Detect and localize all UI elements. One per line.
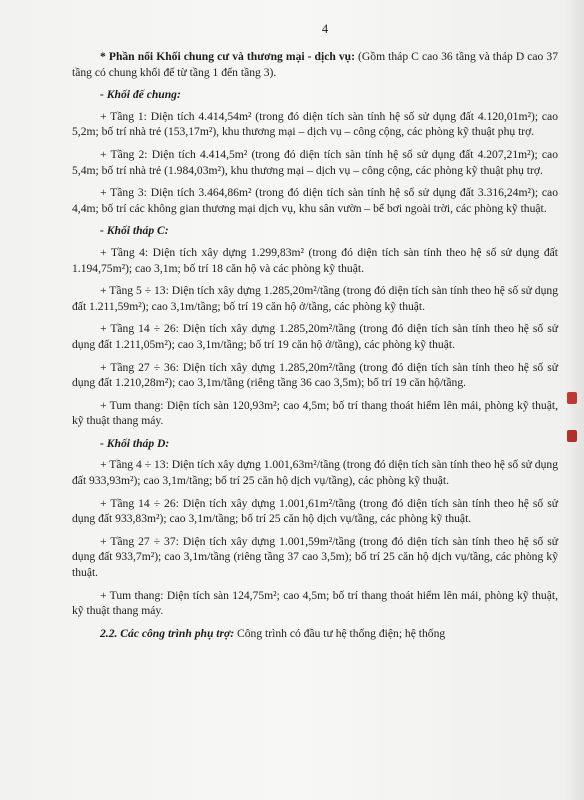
base-floor-3: + Tầng 3: Diện tích 3.464,86m² (trong đó diện tích sàn tính hệ số sử dụng đất 3.316,24m²); cao 4,4m; bố trí các không gian thương mại dịch vụ, khu sân vườn – bể bơi ngoài trời, các phòng kỹ thuật.: [72, 186, 558, 215]
base-floor-1: + Tầng 1: Diện tích 4.414,54m² (trong đó diện tích sàn tính hệ số sử dụng đất 4.120,01m²); cao 5,2m; bố trí nhà trẻ (153,17m²), khu thương mại – dịch vụ – công cộng, các phòng kỹ thuật phụ trợ.: [72, 109, 558, 139]
tower-c-floors-27-36: + Tầng 27 ÷ 36: Diện tích xây dựng 1.285,20m²/tầng (trong đó diện tích sàn tính theo hệ số sử dụng đất 1.210,28m²); cao 3,1m/tầng (riêng tầng 36 cao 3,5m); bố trí 19 căn hộ/tầng.: [72, 360, 558, 390]
page-edge-shadow: [566, 0, 584, 800]
section-heading-tower-c: - Khối tháp C:: [100, 224, 169, 238]
intro-lead: * Phần nổi Khối chung cư và thương mại - dịch vụ:: [100, 50, 355, 63]
section-heading-tower-d: - Khối tháp D:: [100, 436, 170, 450]
tower-c-floors-14-26: + Tầng 14 ÷ 26: Diện tích xây dựng 1.285,20m²/tầng (trong đó diện tích sàn tính theo hệ số sử dụng đất 1.211,05m²); cao 3,1m/tầng; bố trí 19 căn hộ ở/tầng), các phòng kỹ thuật.: [72, 322, 558, 351]
section-2-2-rest: Công trình có đầu tư hệ thống điện; hệ thống: [234, 626, 446, 640]
tower-d-roof: + Tum thang: Diện tích sàn 124,75m²; cao 4,5m; bố trí thang thoát hiểm lên mái, phòng kỹ thuật, kỹ thuật thang máy.: [72, 588, 558, 618]
base-floor-2: + Tầng 2: Diện tích 4.414,5m² (trong đó diện tích sàn tính hệ số sử dụng đất 4.207,21m²); cao 5,4m; bố trí nhà trẻ (1.984,03m²), khu thương mại – dịch vụ – công cộng, các phòng kỹ thuật phụ trợ.: [72, 147, 558, 177]
tower-d-floors-14-26: + Tầng 14 ÷ 26: Diện tích xây dựng 1.001,61m²/tầng (trong đó diện tích sàn tính theo hệ số sử dụng đất 933,83m²); cao 3,1m/tầng; bố trí 25 căn hộ dịch vụ/tầng, các phòng kỹ thuật.: [72, 496, 558, 526]
section-2-2-lead: 2.2. Các công trình phụ trợ:: [100, 626, 235, 640]
tower-c-floor-4: + Tầng 4: Diện tích xây dựng 1.299,83m² (trong đó diện tích sàn tính theo hệ số sử dụng đất 1.194,75m²); cao 3,1m; bố trí 18 căn hộ và các phòng kỹ thuật.: [72, 245, 558, 275]
intro-paragraph: [72, 49, 558, 80]
section-2-2-paragraph: [72, 626, 558, 642]
tower-c-floors-5-13: + Tầng 5 ÷ 13: Diện tích xây dựng 1.285,20m²/tầng (trong đó diện tích sàn tính theo hệ số sử dụng đất 1.211,59m²); cao 3,1m/tầng; bố trí 19 căn hộ ở/tầng, các phòng kỹ thuật.: [72, 284, 558, 313]
page-number: 4: [321, 22, 329, 36]
tower-d-floors-4-13: + Tầng 4 ÷ 13: Diện tích xây dựng 1.001,63m²/tầng (trong đó diện tích sàn tính theo hệ số sử dụng đất 933,93m²); cao 3,1m/tầng; bố trí 25 căn hộ dịch vụ/tầng), các phòng kỹ thuật.: [72, 458, 558, 488]
intro-rest: (Gồm tháp C cao 36 tầng và tháp D cao 37 tầng có chung khối đế từ tầng 1 đến tầng 3).: [72, 50, 558, 79]
section-heading-base: - Khối đế chung:: [100, 88, 181, 102]
tower-d-floors-27-37: + Tầng 27 ÷ 37: Diện tích xây dựng 1.001,59m²/tầng (trong đó diện tích sàn tính theo hệ số sử dụng đất 933,7m²); cao 3,1m/tầng (riêng tầng 37 cao 3,5m); bố trí 25 căn hộ dịch vụ/tầng, các phòng kỹ thuật.: [72, 534, 558, 580]
tower-c-roof: + Tum thang: Diện tích sàn 120,93m²; cao 4,5m; bố trí thang thoát hiểm lên mái, phòng kỹ thuật, kỹ thuật thang máy.: [72, 398, 558, 428]
